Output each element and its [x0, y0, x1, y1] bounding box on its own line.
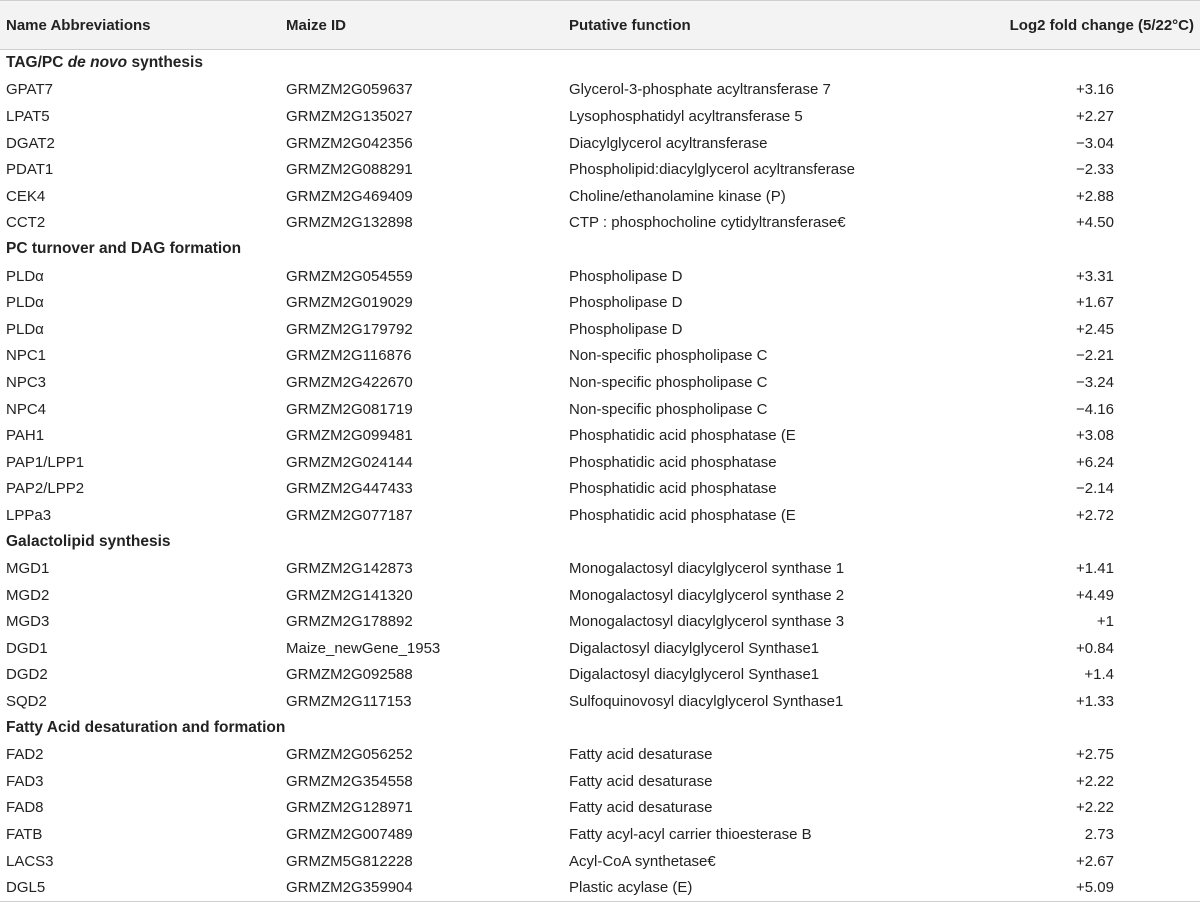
- cell-putative-function: Sulfoquinovosyl diacylglycerol Synthase1: [569, 693, 844, 711]
- cell-name-abbreviation: DGL5: [0, 874, 280, 901]
- cell-log2-fold-change: +3.31: [1076, 267, 1114, 285]
- header-row: [0, 1, 1200, 50]
- table-header: [0, 1, 1200, 50]
- cell-maize-id: GRMZM2G179792: [286, 320, 413, 338]
- cell-name-abbreviation: LPAT5: [6, 107, 50, 125]
- cell-putative-function: Fatty acid desaturase: [569, 746, 713, 764]
- cell-maize-id: GRMZM5G812228: [286, 852, 413, 870]
- cell-name-abbreviation: FAD2: [6, 746, 44, 764]
- cell-putative-function: Fatty acid desaturase: [569, 772, 713, 790]
- table-body: [0, 50, 1200, 902]
- cell-name-abbreviation: DGD1: [6, 639, 48, 657]
- cell-name-abbreviation: LPPa3: [6, 506, 52, 524]
- cell-name-abbreviation: MGD2: [6, 586, 50, 604]
- cell-putative-function: Diacylglycerol acyltransferase: [569, 134, 768, 152]
- cell-name-abbreviation: MGD3: [6, 613, 50, 631]
- cell-name-abbreviation: FAD3: [6, 772, 44, 790]
- section-title-text: Fatty Acid desaturation and formation: [6, 719, 286, 737]
- cell-name-abbreviation: MGD1: [6, 560, 50, 578]
- cell-maize-id: GRMZM2G042356: [286, 134, 413, 152]
- cell-log2-fold-change: −2.21: [1076, 347, 1114, 365]
- table-row: [0, 768, 1200, 795]
- cell-putative-function: Non-specific phospholipase C: [569, 347, 768, 365]
- table-row: [0, 476, 1200, 503]
- header-maize-id: Maize ID: [280, 1, 563, 50]
- cell-maize-id: GRMZM2G469409: [286, 187, 413, 205]
- cell-log2-fold-change: −4.16: [1076, 400, 1114, 418]
- cell-putative-function: Plastic acylase (E): [563, 874, 983, 901]
- cell-putative-function: Non-specific phospholipase C: [569, 400, 768, 418]
- cell-log2-fold-change: −2.33: [1076, 161, 1114, 179]
- cell-log2-fold-change: +4.50: [1076, 214, 1114, 232]
- cell-putative-function: Monogalactosyl diacylglycerol synthase 3: [569, 613, 845, 631]
- table-row: [0, 635, 1200, 662]
- cell-putative-function: Digalactosyl diacylglycerol Synthase1: [569, 639, 820, 657]
- cell-putative-function: Non-specific phospholipase C: [569, 373, 768, 391]
- table-row: [0, 874, 1200, 901]
- cell-name-abbreviation: NPC4: [6, 400, 47, 418]
- cell-maize-id: GRMZM2G128971: [286, 799, 413, 817]
- cell-maize-id: GRMZM2G019029: [286, 294, 413, 312]
- cell-putative-function: Phosphatidic acid phosphatase (E: [569, 427, 796, 445]
- cell-putative-function: Glycerol-3-phosphate acyltransferase 7: [569, 81, 831, 99]
- cell-name-abbreviation: CCT2: [6, 214, 46, 232]
- cell-name-abbreviation: DGD2: [6, 666, 48, 684]
- section-title-text: Galactolipid synthesis: [6, 532, 171, 550]
- cell-putative-function: CTP : phosphocholine cytidyltransferase€: [569, 214, 846, 232]
- table-row: [0, 396, 1200, 423]
- cell-maize-id: GRMZM2G132898: [286, 214, 413, 232]
- section-header-row: [0, 50, 1200, 77]
- cell-log2-fold-change: +1.67: [1076, 294, 1114, 312]
- table-row: [0, 343, 1200, 370]
- section-title: [0, 236, 1200, 263]
- cell-log2-fold-change: 2.73: [1084, 826, 1114, 844]
- cell-log2-fold-change: +3.16: [1076, 81, 1114, 99]
- cell-maize-id: GRMZM2G088291: [286, 161, 413, 179]
- cell-log2-fold-change: +2.22: [1076, 772, 1114, 790]
- cell-maize-id: GRMZM2G135027: [286, 107, 413, 125]
- table-row: [0, 103, 1200, 130]
- header-name-abbreviations: Name Abbreviations: [0, 1, 280, 50]
- cell-log2-fold-change: +1: [1096, 613, 1114, 631]
- section-title-italic: de novo: [67, 54, 128, 72]
- section-title-suffix: synthesis: [127, 54, 203, 72]
- table-row: [0, 608, 1200, 635]
- header-log2-fold-change: Log2 fold change (5/22°C): [983, 1, 1200, 50]
- cell-log2-fold-change: −3.04: [1076, 134, 1114, 152]
- table-row: [0, 449, 1200, 476]
- cell-maize-id: GRMZM2G092588: [286, 666, 413, 684]
- cell-maize-id: GRMZM2G099481: [286, 427, 413, 445]
- cell-maize-id: GRMZM2G116876: [286, 347, 412, 365]
- table-row: [0, 821, 1200, 848]
- cell-name-abbreviation: FATB: [6, 826, 43, 844]
- cell-log2-fold-change: +2.72: [1076, 506, 1114, 524]
- cell-maize-id: GRMZM2G054559: [286, 267, 413, 285]
- section-header-row: [0, 529, 1200, 556]
- cell-name-abbreviation: PAP1/LPP1: [6, 453, 85, 471]
- cell-putative-function: Acyl-CoA synthetase€: [569, 852, 716, 870]
- cell-maize-id: GRMZM2G447433: [286, 480, 413, 498]
- section-title-text: PC turnover and DAG formation: [6, 240, 242, 258]
- header-putative-function: Putative function: [563, 1, 983, 50]
- cell-maize-id: GRMZM2G359904: [280, 874, 563, 901]
- table-row: [0, 422, 1200, 449]
- table-row: [0, 316, 1200, 343]
- cell-maize-id: GRMZM2G007489: [286, 826, 413, 844]
- cell-log2-fold-change: +2.67: [1076, 852, 1114, 870]
- table-row: [0, 688, 1200, 715]
- cell-maize-id: GRMZM2G354558: [286, 772, 413, 790]
- cell-putative-function: Fatty acyl-acyl carrier thioesterase B: [569, 826, 812, 844]
- table-row: [0, 582, 1200, 609]
- table-row: [0, 848, 1200, 875]
- cell-log2-fold-change: +2.75: [1076, 746, 1114, 764]
- cell-putative-function: Choline/ethanolamine kinase (P): [569, 187, 786, 205]
- cell-name-abbreviation: NPC1: [6, 347, 47, 365]
- table-row: [0, 263, 1200, 290]
- cell-putative-function: Phospholipase D: [569, 294, 683, 312]
- cell-putative-function: Digalactosyl diacylglycerol Synthase1: [569, 666, 820, 684]
- cell-name-abbreviation: LACS3: [6, 852, 54, 870]
- cell-name-abbreviation: PLDα: [6, 267, 44, 285]
- cell-log2-fold-change: +1.4: [1084, 666, 1114, 684]
- cell-name-abbreviation: PDAT1: [6, 161, 54, 179]
- cell-putative-function: Phosphatidic acid phosphatase: [569, 480, 777, 498]
- cell-log2-fold-change: +6.24: [1076, 453, 1114, 471]
- cell-log2-fold-change: +4.49: [1076, 586, 1114, 604]
- cell-name-abbreviation: PAP2/LPP2: [6, 480, 85, 498]
- cell-maize-id: GRMZM2G422670: [286, 373, 413, 391]
- section-header-row: [0, 715, 1200, 742]
- cell-name-abbreviation: DGAT2: [6, 134, 55, 152]
- table-row: [0, 662, 1200, 689]
- section-title-text: TAG/PC: [6, 54, 68, 72]
- cell-maize-id: GRMZM2G178892: [286, 613, 413, 631]
- table-row: [0, 741, 1200, 768]
- cell-maize-id: GRMZM2G081719: [286, 400, 413, 418]
- section-title: [0, 715, 1200, 742]
- cell-maize-id: GRMZM2G142873: [286, 560, 413, 578]
- cell-name-abbreviation: CEK4: [6, 187, 46, 205]
- cell-log2-fold-change: +2.27: [1076, 107, 1114, 125]
- cell-name-abbreviation: PLDα: [6, 320, 44, 338]
- cell-log2-fold-change: +1.41: [1076, 560, 1114, 578]
- cell-name-abbreviation: PLDα: [6, 294, 44, 312]
- cell-log2-fold-change: +2.45: [1076, 320, 1114, 338]
- cell-maize-id: GRMZM2G056252: [286, 746, 413, 764]
- cell-log2-fold-change: −3.24: [1076, 373, 1114, 391]
- table-row: [0, 156, 1200, 183]
- cell-name-abbreviation: FAD8: [6, 799, 44, 817]
- section-title: [0, 529, 1200, 556]
- table-row: [0, 183, 1200, 210]
- cell-log2-fold-change: +3.08: [1076, 427, 1114, 445]
- cell-log2-fold-change: +5.09: [983, 874, 1200, 901]
- section-title: [0, 50, 1200, 77]
- cell-putative-function: Phosphatidic acid phosphatase (E: [569, 506, 796, 524]
- table-row: [0, 369, 1200, 396]
- cell-maize-id: GRMZM2G141320: [286, 586, 413, 604]
- cell-putative-function: Monogalactosyl diacylglycerol synthase 1: [569, 560, 845, 578]
- cell-putative-function: Fatty acid desaturase: [569, 799, 713, 817]
- cell-maize-id: GRMZM2G059637: [286, 81, 413, 99]
- table-row: [0, 210, 1200, 237]
- table-row: [0, 795, 1200, 822]
- table-row: [0, 502, 1200, 529]
- cell-maize-id: GRMZM2G117153: [286, 693, 412, 711]
- table-row: [0, 130, 1200, 157]
- cell-name-abbreviation: PAH1: [6, 427, 45, 445]
- cell-log2-fold-change: +1.33: [1076, 693, 1114, 711]
- section-header-row: [0, 236, 1200, 263]
- cell-log2-fold-change: +2.22: [1076, 799, 1114, 817]
- cell-name-abbreviation: NPC3: [6, 373, 47, 391]
- cell-putative-function: Phospholipase D: [569, 267, 683, 285]
- cell-putative-function: Lysophosphatidyl acyltransferase 5: [569, 107, 803, 125]
- table-row: [0, 555, 1200, 582]
- cell-putative-function: Phosphatidic acid phosphatase: [569, 453, 777, 471]
- cell-putative-function: Phospholipid:diacylglycerol acyltransferase: [569, 161, 855, 179]
- cell-name-abbreviation: SQD2: [6, 693, 47, 711]
- table-row: [0, 289, 1200, 316]
- cell-log2-fold-change: +2.88: [1076, 187, 1114, 205]
- cell-maize-id: GRMZM2G077187: [286, 506, 413, 524]
- cell-maize-id: Maize_newGene_1953: [286, 639, 441, 657]
- cell-putative-function: Phospholipase D: [569, 320, 683, 338]
- cell-log2-fold-change: −2.14: [1076, 480, 1114, 498]
- table-row: [0, 77, 1200, 104]
- cell-putative-function: Monogalactosyl diacylglycerol synthase 2: [569, 586, 845, 604]
- cell-name-abbreviation: GPAT7: [6, 81, 53, 99]
- cell-log2-fold-change: +0.84: [1076, 639, 1114, 657]
- cell-maize-id: GRMZM2G024144: [286, 453, 413, 471]
